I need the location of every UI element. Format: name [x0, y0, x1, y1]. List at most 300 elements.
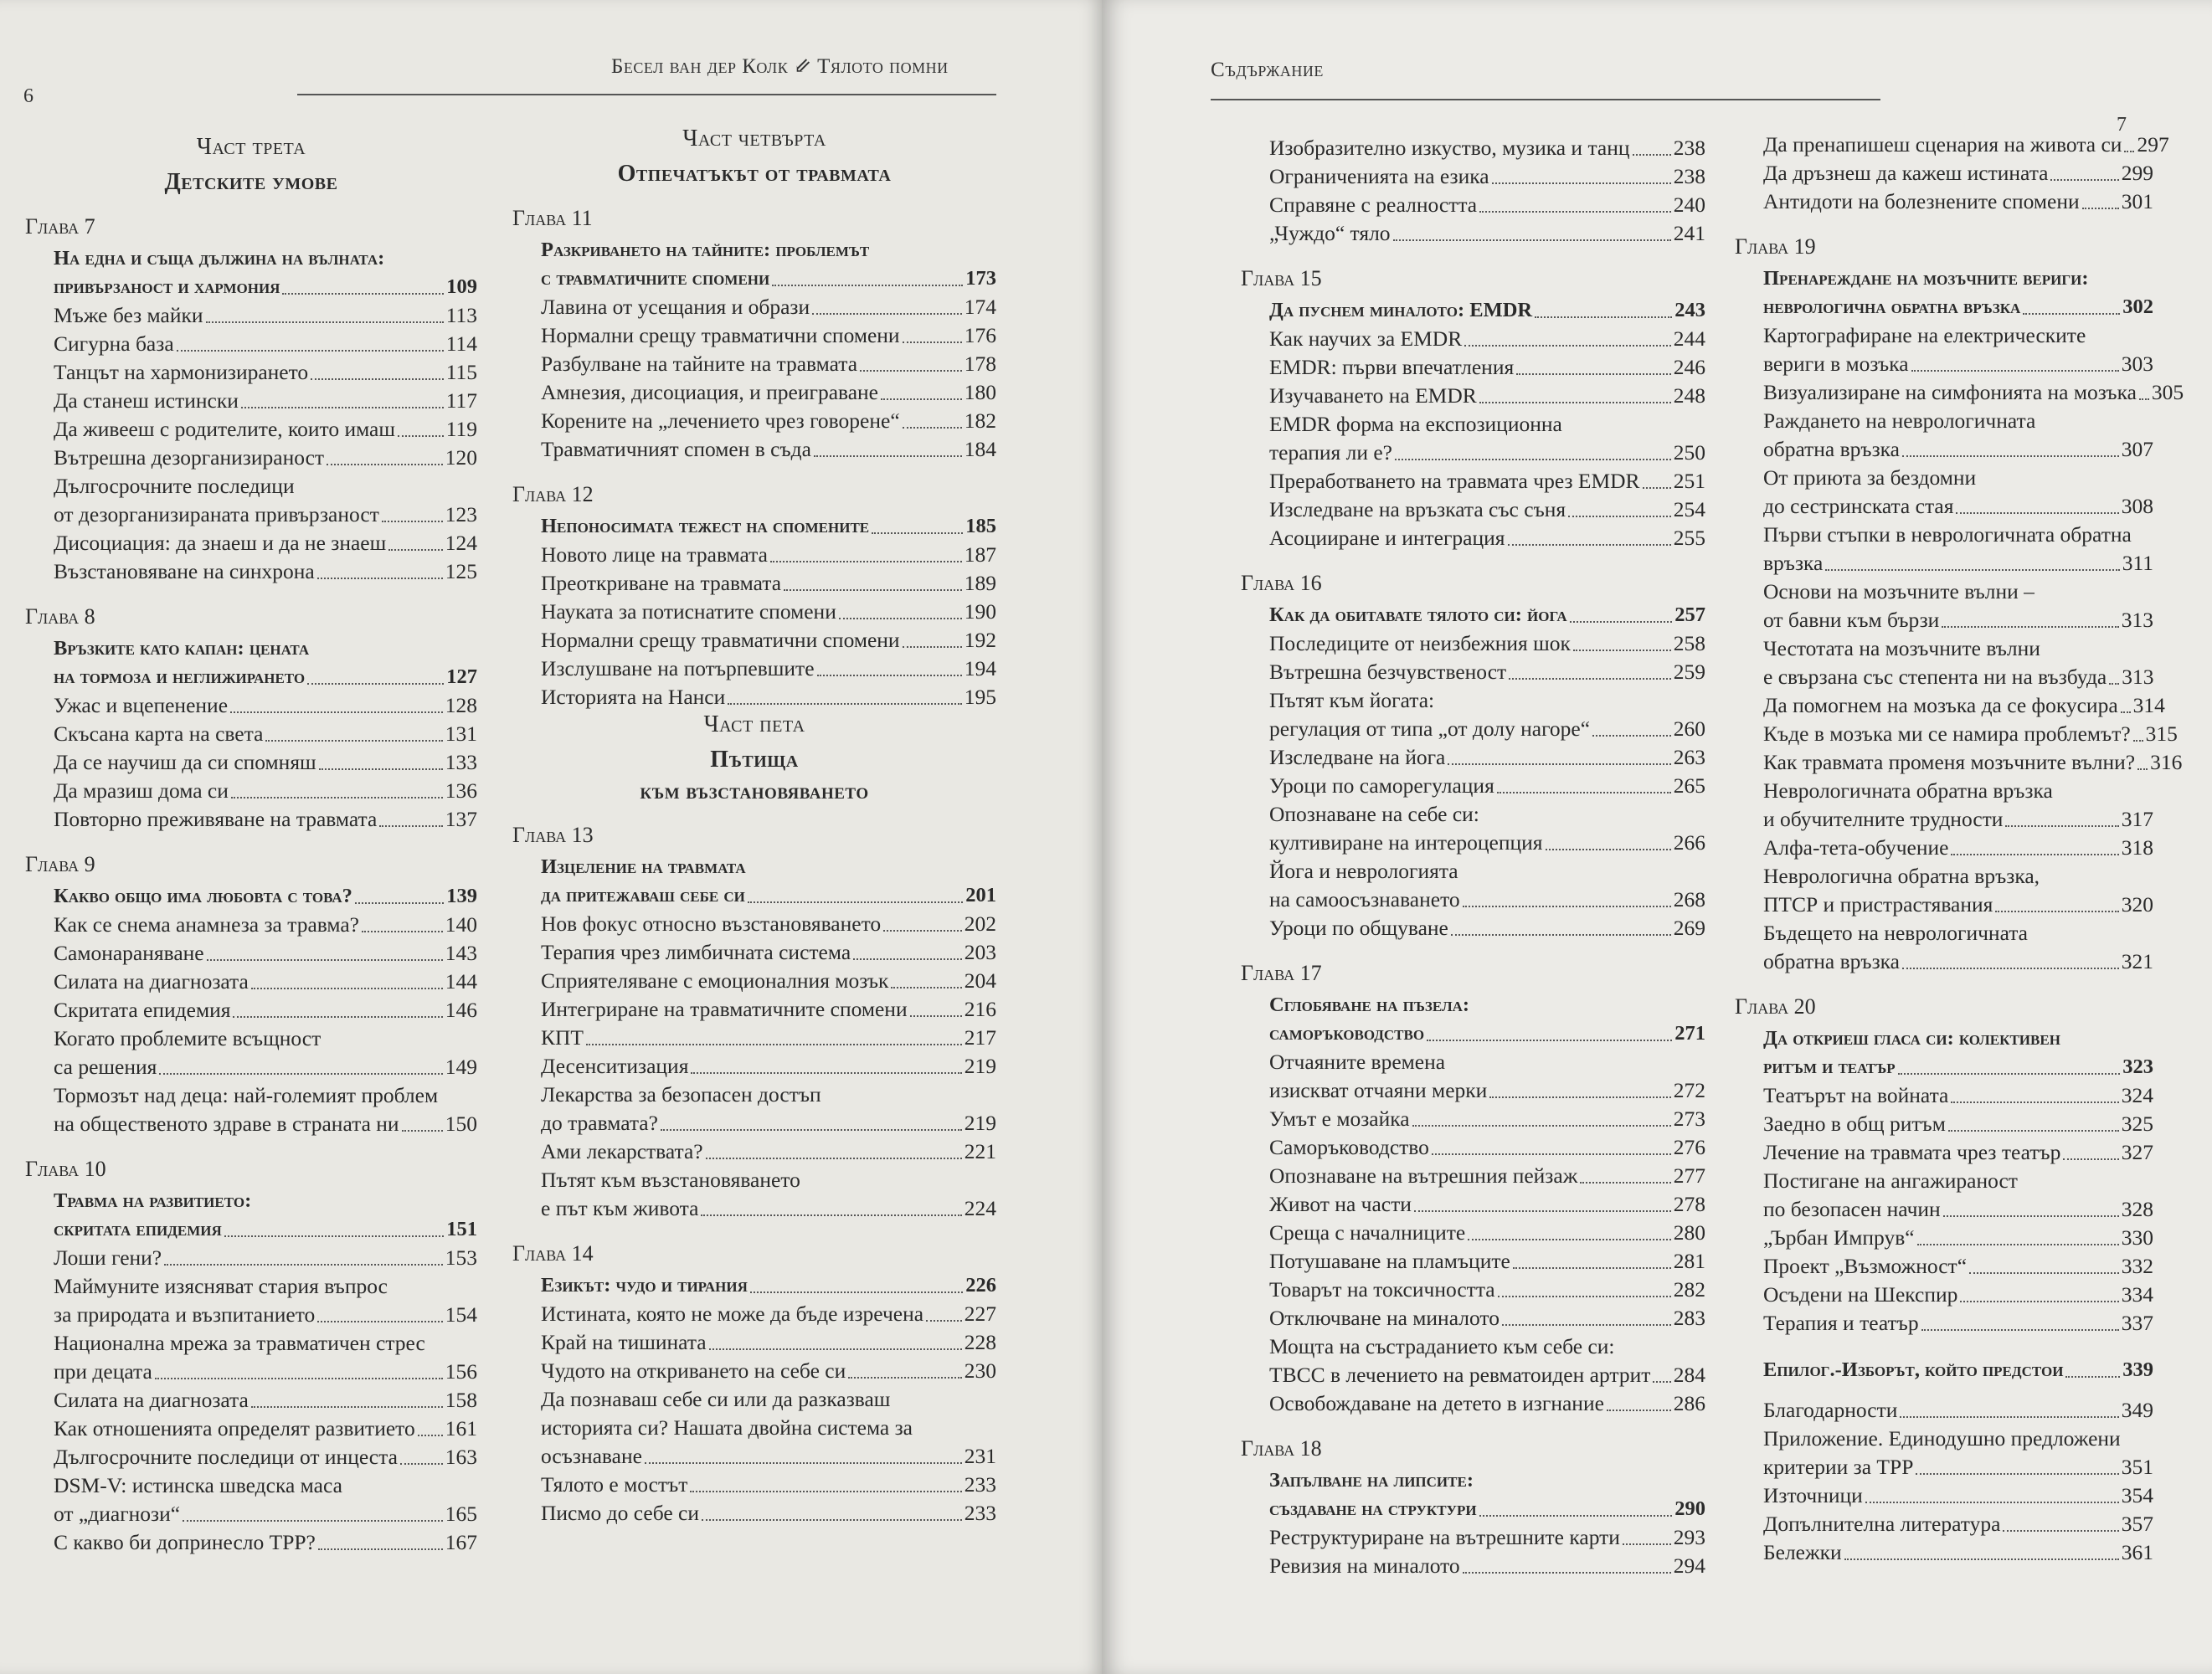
toc-entry-title: ТВСС в лечението на ревматоиден артрит	[1269, 1363, 1651, 1387]
right-running-head: Съдържание	[1211, 59, 1324, 81]
toc-entry-line: Национална мрежа за травматичен стрес	[54, 1331, 425, 1355]
chapter-label: Глава 13	[512, 823, 594, 847]
toc-entry	[512, 598, 996, 626]
toc-entry	[512, 1024, 996, 1052]
toc-entry-title: Какво общо има любовта с това?	[54, 885, 352, 907]
toc-page-number: 203	[964, 940, 996, 964]
dot-leader	[903, 427, 962, 429]
toc-page-number: 273	[1673, 1107, 1705, 1131]
part-kicker: Част четвърта	[682, 126, 826, 151]
toc-entry	[25, 1110, 477, 1138]
dot-leader	[1492, 182, 1671, 184]
dot-leader	[183, 1520, 443, 1522]
dot-leader	[1607, 1410, 1671, 1411]
toc-entry	[512, 1194, 996, 1223]
dot-leader	[784, 589, 962, 591]
toc-entry	[1735, 131, 2169, 159]
toc-entry-title: Алфа-тета-обучение	[1763, 835, 1949, 860]
toc-page-number: 276	[1673, 1135, 1705, 1159]
toc-page-number: 330	[2121, 1225, 2153, 1250]
toc-page-number: 302	[2122, 295, 2153, 318]
toc-entry-title: С какво би допринесло ТРР?	[54, 1530, 316, 1554]
toc-entry	[512, 938, 996, 967]
toc-entry	[25, 1244, 477, 1272]
dot-leader	[1412, 1125, 1671, 1127]
toc-page-number: 167	[445, 1530, 477, 1554]
toc-entry	[25, 805, 477, 834]
toc-page-number: 246	[1673, 355, 1705, 379]
dot-leader	[1463, 1572, 1671, 1574]
toc-entry	[25, 720, 477, 748]
toc-entry-title: Терапия чрез лимбичната система	[541, 940, 851, 964]
toc-entry-line: Дългосрочните последици	[54, 474, 295, 498]
chapter-block	[1241, 266, 1705, 552]
toc-entry-title: Да дръзнеш да кажеш истината	[1763, 161, 2049, 185]
dot-leader	[1898, 1073, 2121, 1075]
toc-page-number: 318	[2121, 835, 2153, 860]
dot-leader	[402, 1130, 443, 1132]
dot-leader	[241, 407, 444, 408]
toc-entry	[25, 1443, 477, 1471]
toc-entry	[1241, 743, 1705, 772]
toc-page-number: 266	[1673, 830, 1705, 855]
toc-page-number: 184	[964, 437, 996, 461]
toc-page-number: 290	[1674, 1497, 1705, 1520]
chapter-block	[25, 604, 477, 834]
chapter-title-line: Разкриването на тайните: проблемът	[541, 239, 870, 261]
dot-leader	[691, 1072, 961, 1074]
toc-entry-title: Опознаване на вътрешния пейзаж	[1269, 1163, 1578, 1188]
dot-leader	[1916, 1473, 2118, 1475]
toc-entry-line: Постигане на ангажираност	[1763, 1168, 2018, 1193]
toc-entry-title: на самоосъзнаването	[1269, 887, 1460, 911]
dot-leader	[1468, 1239, 1671, 1240]
dot-leader	[814, 455, 962, 457]
toc-entry	[512, 569, 996, 598]
toc-page-number: 293	[1673, 1525, 1705, 1549]
toc-entry	[1241, 1190, 1705, 1219]
chapter-block	[1241, 1436, 1705, 1580]
dot-leader	[1943, 1215, 2119, 1217]
toc-entry	[1735, 1538, 2153, 1567]
toc-entry	[1241, 1133, 1705, 1162]
toc-page-number: 265	[1673, 773, 1705, 798]
toc-entry-line: Честотата на мозъчните вълни	[1763, 636, 2040, 660]
dot-leader	[164, 1264, 443, 1266]
dot-leader	[891, 987, 961, 988]
dot-leader	[1489, 1096, 1670, 1098]
dot-leader	[903, 341, 962, 343]
dot-leader	[1516, 373, 1671, 375]
chapter-title-entry	[1735, 1053, 2153, 1081]
dot-leader	[1497, 792, 1671, 793]
toc-entry-line: Опознаване на себе си:	[1269, 802, 1479, 826]
dot-leader	[848, 1377, 962, 1379]
chapter-title-entry	[1241, 1019, 1705, 1048]
part-title: Отпечатъкът от травмата	[617, 161, 892, 187]
toc-entry-line: Приложение. Единодушно предложени	[1763, 1426, 2121, 1451]
toc-entry	[1735, 1224, 2153, 1252]
toc-entry-title: КПТ	[541, 1025, 584, 1050]
chapter-title-entry	[25, 273, 477, 301]
toc-page-number: 109	[446, 275, 477, 298]
dot-leader	[2133, 740, 2143, 742]
dot-leader	[1969, 1272, 2119, 1274]
toc-entry-title: Възстановяване на синхрона	[54, 559, 315, 583]
dot-leader	[853, 958, 962, 960]
chapter-title-entry	[512, 264, 996, 293]
dot-leader	[1568, 516, 1671, 517]
toc-page-number: 187	[964, 542, 996, 567]
toc-entry-title: Изучаването на EMDR	[1269, 383, 1477, 408]
toc-entry-title: и обучителните трудности	[1763, 807, 2004, 831]
toc-entry-title: Амнезия, дисоциация, и преиграване	[541, 380, 878, 404]
toc-entry-title: Живот на части	[1269, 1192, 1412, 1216]
chapter-block	[1241, 134, 1705, 248]
toc-entry	[1241, 382, 1705, 410]
toc-entry-title: Дългосрочните последици от инцеста	[54, 1445, 398, 1469]
dot-leader	[926, 1320, 962, 1322]
dot-leader	[1902, 455, 2119, 457]
toc-entry	[512, 1109, 996, 1137]
toc-page-number: 258	[1673, 631, 1705, 655]
toc-page-number: 251	[1673, 469, 1705, 493]
toc-entry-title: Бележки	[1763, 1540, 1842, 1564]
dot-leader	[251, 1406, 443, 1408]
toc-entry-title: Сигурна база	[54, 331, 174, 356]
toc-entry-title: изискват отчаяни мерки	[1269, 1078, 1488, 1102]
toc-page-number: 316	[2150, 750, 2183, 774]
dot-leader	[839, 618, 962, 619]
toc-entry	[25, 301, 477, 330]
dot-leader	[230, 711, 443, 713]
dot-leader	[318, 1548, 443, 1550]
dot-leader	[750, 1291, 963, 1293]
chapter-title-entry	[512, 512, 996, 541]
toc-entry	[25, 1415, 477, 1443]
dot-leader	[155, 1378, 443, 1379]
toc-page-number: 269	[1673, 916, 1705, 940]
dot-leader	[265, 740, 442, 742]
toc-entry-line: Мощта на състраданието към себе си:	[1269, 1334, 1615, 1358]
toc-page-number: 297	[2137, 132, 2169, 157]
toc-entry-title: вериги в мозъка	[1763, 352, 1909, 376]
toc-entry-title: терапия ли е?	[1269, 440, 1392, 465]
toc-page-number: 216	[964, 997, 996, 1021]
toc-entry	[25, 529, 477, 557]
toc-entry-title: скритата епидемия	[54, 1218, 222, 1240]
toc-entry-title: Непоносимата тежест на спомените	[541, 515, 870, 537]
toc-page-number: 117	[445, 388, 477, 413]
toc-entry-title: Ревизия на миналото	[1269, 1553, 1460, 1578]
toc-entry	[1241, 658, 1705, 686]
toc-page-number: 308	[2121, 494, 2153, 518]
toc-entry	[1241, 629, 1705, 658]
toc-page-number: 114	[445, 331, 477, 356]
toc-entry	[25, 1500, 477, 1528]
toc-entry-title: Потушаване на пламъците	[1269, 1249, 1510, 1273]
dot-leader	[2003, 1530, 2118, 1532]
left-page	[0, 0, 1102, 1674]
toc-page-number: 178	[964, 352, 996, 376]
dot-leader	[2139, 398, 2149, 400]
toc-entry-title: Как да обитавате тялото си: йога	[1269, 603, 1567, 626]
toc-entry-title: Как научих за EMDR	[1269, 326, 1463, 351]
toc-page-number: 174	[964, 295, 996, 319]
toc-page-number: 153	[445, 1245, 477, 1270]
dot-leader	[251, 988, 443, 989]
toc-page-number: 332	[2121, 1254, 2153, 1278]
toc-page-number: 150	[445, 1112, 477, 1136]
toc-entry-line: Йога и неврологията	[1269, 859, 1458, 883]
toc-entry	[512, 378, 996, 407]
toc-entry-title: критерии за ТРР	[1763, 1455, 1914, 1479]
toc-page-number: 120	[445, 445, 477, 470]
toc-entry	[1735, 549, 2153, 578]
part-title-continued: към възстановяването	[640, 778, 869, 804]
dot-leader	[362, 931, 443, 932]
toc-entry-title: осъзнаване	[541, 1444, 642, 1468]
toc-entry-title: Историята на Нанси	[541, 685, 726, 709]
dot-leader	[1995, 911, 2118, 912]
toc-entry	[1735, 1281, 2153, 1309]
toc-entry-title: Самонараняване	[54, 941, 204, 965]
toc-entry-line: Когато проблемите всъщност	[54, 1026, 322, 1050]
toc-entry	[1735, 606, 2153, 634]
dot-leader	[307, 683, 444, 685]
toc-page-number: 131	[445, 721, 477, 746]
toc-entry-title: до травмата?	[541, 1111, 658, 1135]
toc-page-number: 180	[964, 380, 996, 404]
toc-entry	[1735, 805, 2153, 834]
toc-entry	[1241, 886, 1705, 914]
toc-page-number: 313	[2121, 608, 2153, 632]
toc-entry	[1241, 496, 1705, 524]
toc-entry-title: Изслушване на потърпевшите	[541, 656, 815, 680]
dot-leader	[1951, 1101, 2118, 1103]
toc-entry-title: Да станеш истински	[54, 388, 239, 413]
toc-entry-title: Къде в мозъка ми се намира проблемът?	[1763, 721, 2131, 746]
toc-entry	[512, 1499, 996, 1528]
dot-leader	[1825, 569, 2119, 571]
dot-leader	[1865, 1502, 2119, 1503]
dot-leader	[817, 675, 962, 676]
toc-entry-title: Среща с началниците	[1269, 1220, 1466, 1245]
toc-entry	[512, 683, 996, 711]
toc-entry-line: Маймуните изясняват стария въпрос	[54, 1274, 388, 1298]
toc-page-number: 128	[445, 693, 477, 717]
toc-entry	[1241, 1304, 1705, 1333]
toc-page-number: 317	[2121, 807, 2153, 831]
chapter-title-line: Връзките като капан: цената	[54, 637, 310, 660]
part-title: Детските умове	[164, 169, 338, 195]
toc-entry	[1735, 1309, 2153, 1338]
toc-entry-title: ПТСР и пристрастявания	[1763, 892, 1993, 917]
dot-leader	[1414, 1210, 1671, 1212]
toc-entry-title: Проект „Възможност“	[1763, 1254, 1968, 1278]
toc-entry	[25, 557, 477, 586]
chapter-block	[512, 482, 996, 711]
toc-entry	[512, 655, 996, 683]
toc-entry-title: връзка	[1763, 551, 1824, 575]
chapter-label: Глава 16	[1241, 571, 1322, 595]
toc-page-number: 263	[1673, 745, 1705, 769]
toc-entry-title: е свързана със степента ни на възбуда	[1763, 665, 2107, 689]
toc-entry	[1735, 1481, 2153, 1510]
dot-leader	[311, 378, 444, 380]
toc-entry-title: Да живееш с родителите, които имаш	[54, 417, 395, 441]
toc-entry	[512, 1328, 996, 1357]
toc-page-number: 189	[964, 571, 996, 595]
toc-entry	[1735, 663, 2153, 691]
toc-page-number: 127	[446, 665, 477, 688]
toc-entry	[1241, 325, 1705, 353]
toc-entry-title: Антидоти на болезнените спомени	[1763, 189, 2080, 213]
toc-entry	[25, 358, 477, 387]
toc-entry-title: Епилог.-Изборът, който предстои	[1763, 1358, 2064, 1381]
toc-page-number: 244	[1673, 326, 1705, 351]
toc-entry-title: на тормоза и неглижирането	[54, 665, 306, 688]
chapter-block	[1241, 571, 1705, 942]
toc-page-number: 354	[2121, 1483, 2153, 1507]
toc-entry	[25, 968, 477, 996]
left-header-rule	[297, 94, 996, 95]
toc-entry-title: Вътрешна дезорганизираност	[54, 445, 325, 470]
chapter-block	[512, 1241, 996, 1528]
toc-entry-title: Благодарности	[1763, 1398, 1898, 1422]
toc-page-number: 240	[1673, 193, 1705, 217]
toc-entry-title: Науката за потиснатите спомени	[541, 599, 836, 624]
dot-leader	[317, 578, 443, 579]
dot-leader	[1448, 763, 1670, 765]
toc-page-number: 280	[1673, 1220, 1705, 1245]
toc-entry	[1241, 1219, 1705, 1247]
toc-page-number: 140	[445, 912, 477, 937]
toc-entry-line: Да познаваш себе си или да разказваш	[541, 1387, 891, 1411]
toc-entry-line: Отчаяните времена	[1269, 1050, 1446, 1074]
toc-page-number: 286	[1673, 1391, 1705, 1415]
toc-page-number: 238	[1673, 136, 1705, 160]
chapter-label: Глава 11	[512, 206, 593, 230]
toc-page-number: 299	[2121, 161, 2153, 185]
toc-page-number: 314	[2132, 693, 2165, 717]
toc-page-number: 357	[2121, 1512, 2153, 1536]
chapter-title-entry	[512, 1271, 996, 1300]
toc-entry-title: Вътрешна безчувственост	[1269, 660, 1507, 684]
toc-entry-title: Лоши гени?	[54, 1245, 162, 1270]
dot-leader	[1432, 1153, 1671, 1155]
toc-entry-title: Уроци по саморегулация	[1269, 773, 1494, 798]
dot-leader	[1546, 849, 1671, 850]
dot-leader	[327, 464, 443, 465]
dot-leader	[1573, 650, 1671, 651]
toc-page-number: 351	[2121, 1455, 2153, 1479]
dot-leader	[1592, 735, 1671, 737]
chapter-title-entry	[512, 881, 996, 910]
dot-leader	[177, 350, 444, 352]
toc-entry	[1241, 467, 1705, 496]
toc-entry-title: Дисоциация: да знаеш и да не знаеш	[54, 531, 387, 555]
right-page	[1102, 0, 2212, 1674]
toc-entry-title: Травматичният спомен в съда	[541, 437, 811, 461]
toc-page-number: 334	[2121, 1282, 2153, 1307]
toc-entry	[25, 501, 477, 529]
toc-page-number: 133	[445, 750, 477, 774]
toc-entry	[512, 967, 996, 995]
toc-page-number: 284	[1673, 1363, 1705, 1387]
toc-entry-title: Силата на диагнозата	[54, 1388, 249, 1412]
chapter-block	[1735, 234, 2184, 976]
dot-leader	[2124, 151, 2134, 152]
dot-leader	[748, 901, 963, 903]
toc-entry	[1735, 1081, 2153, 1110]
toc-entry-title: Изследване на връзката със съня	[1269, 497, 1566, 521]
toc-entry-title: „Ърбан Импрув“	[1763, 1225, 1915, 1250]
toc-entry	[1735, 378, 2184, 407]
dot-leader	[1960, 1301, 2118, 1302]
toc-entry	[1241, 134, 1705, 162]
dot-leader	[1956, 512, 2118, 514]
toc-entry	[512, 1442, 996, 1471]
toc-entry	[1241, 914, 1705, 942]
toc-entry	[1735, 720, 2178, 748]
toc-entry-line: Пътят към йогата:	[1269, 688, 1435, 712]
toc-entry-title: Как отношенията определят развитието	[54, 1416, 415, 1440]
toc-page-number: 325	[2121, 1112, 2153, 1136]
toc-entry	[25, 691, 477, 720]
toc-entry	[1735, 1138, 2153, 1167]
toc-page-number: 137	[445, 807, 477, 831]
chapter-label: Глава 20	[1735, 994, 1816, 1019]
part-kicker: Част пета	[703, 711, 805, 737]
toc-page-number: 195	[964, 685, 996, 709]
toc-entry	[1241, 439, 1705, 467]
toc-page-number: 238	[1673, 164, 1705, 188]
toc-entry	[512, 293, 996, 321]
right-toc-column-1	[1241, 134, 1705, 1580]
toc-entry	[25, 415, 477, 444]
chapter-label: Глава 12	[512, 482, 594, 506]
toc-page-number: 217	[964, 1025, 996, 1050]
toc-entry-title: Асоцииране и интеграция	[1269, 526, 1505, 550]
left-running-head: Бесел ван дер Колк ⇙ Тялото помни	[611, 55, 949, 78]
chapter-block	[512, 823, 996, 1223]
toc-entry	[1241, 1552, 1705, 1580]
toc-entry-line: Раждането на неврологичната	[1763, 408, 2036, 433]
chapter-title-line: На една и съща дължина на вълната:	[54, 247, 385, 270]
toc-page-number: 307	[2121, 437, 2153, 461]
toc-entry-title: Справяне с реалността	[1269, 193, 1478, 217]
toc-entry	[1735, 1396, 2153, 1425]
toc-entry-title: регулация от типа „от долу нагоре“	[1269, 716, 1591, 741]
chapter-title-entry	[25, 663, 477, 691]
toc-page-number: 339	[2122, 1358, 2153, 1381]
toc-entry-title: Да помогнем на мозъка да се фокусира	[1763, 693, 2118, 717]
toc-entry-title: Разбулване на тайните на травмата	[541, 352, 858, 376]
toc-entry-title: EMDR: първи впечатления	[1269, 355, 1515, 379]
toc-entry-title: с травматичните спомени	[541, 267, 770, 290]
toc-entry	[25, 1528, 477, 1557]
part-heading	[512, 126, 996, 187]
toc-entry-title: Уроци по общуване	[1269, 916, 1448, 940]
toc-page-number: 361	[2121, 1540, 2153, 1564]
toc-page-number: 161	[445, 1416, 477, 1440]
toc-entry-title: „Чуждо“ тяло	[1269, 221, 1391, 245]
toc-entry-title: Мъже без майки	[54, 303, 203, 327]
dot-leader	[317, 1321, 442, 1322]
toc-entry	[1241, 715, 1705, 743]
right-page-number: 7	[2117, 114, 2127, 136]
